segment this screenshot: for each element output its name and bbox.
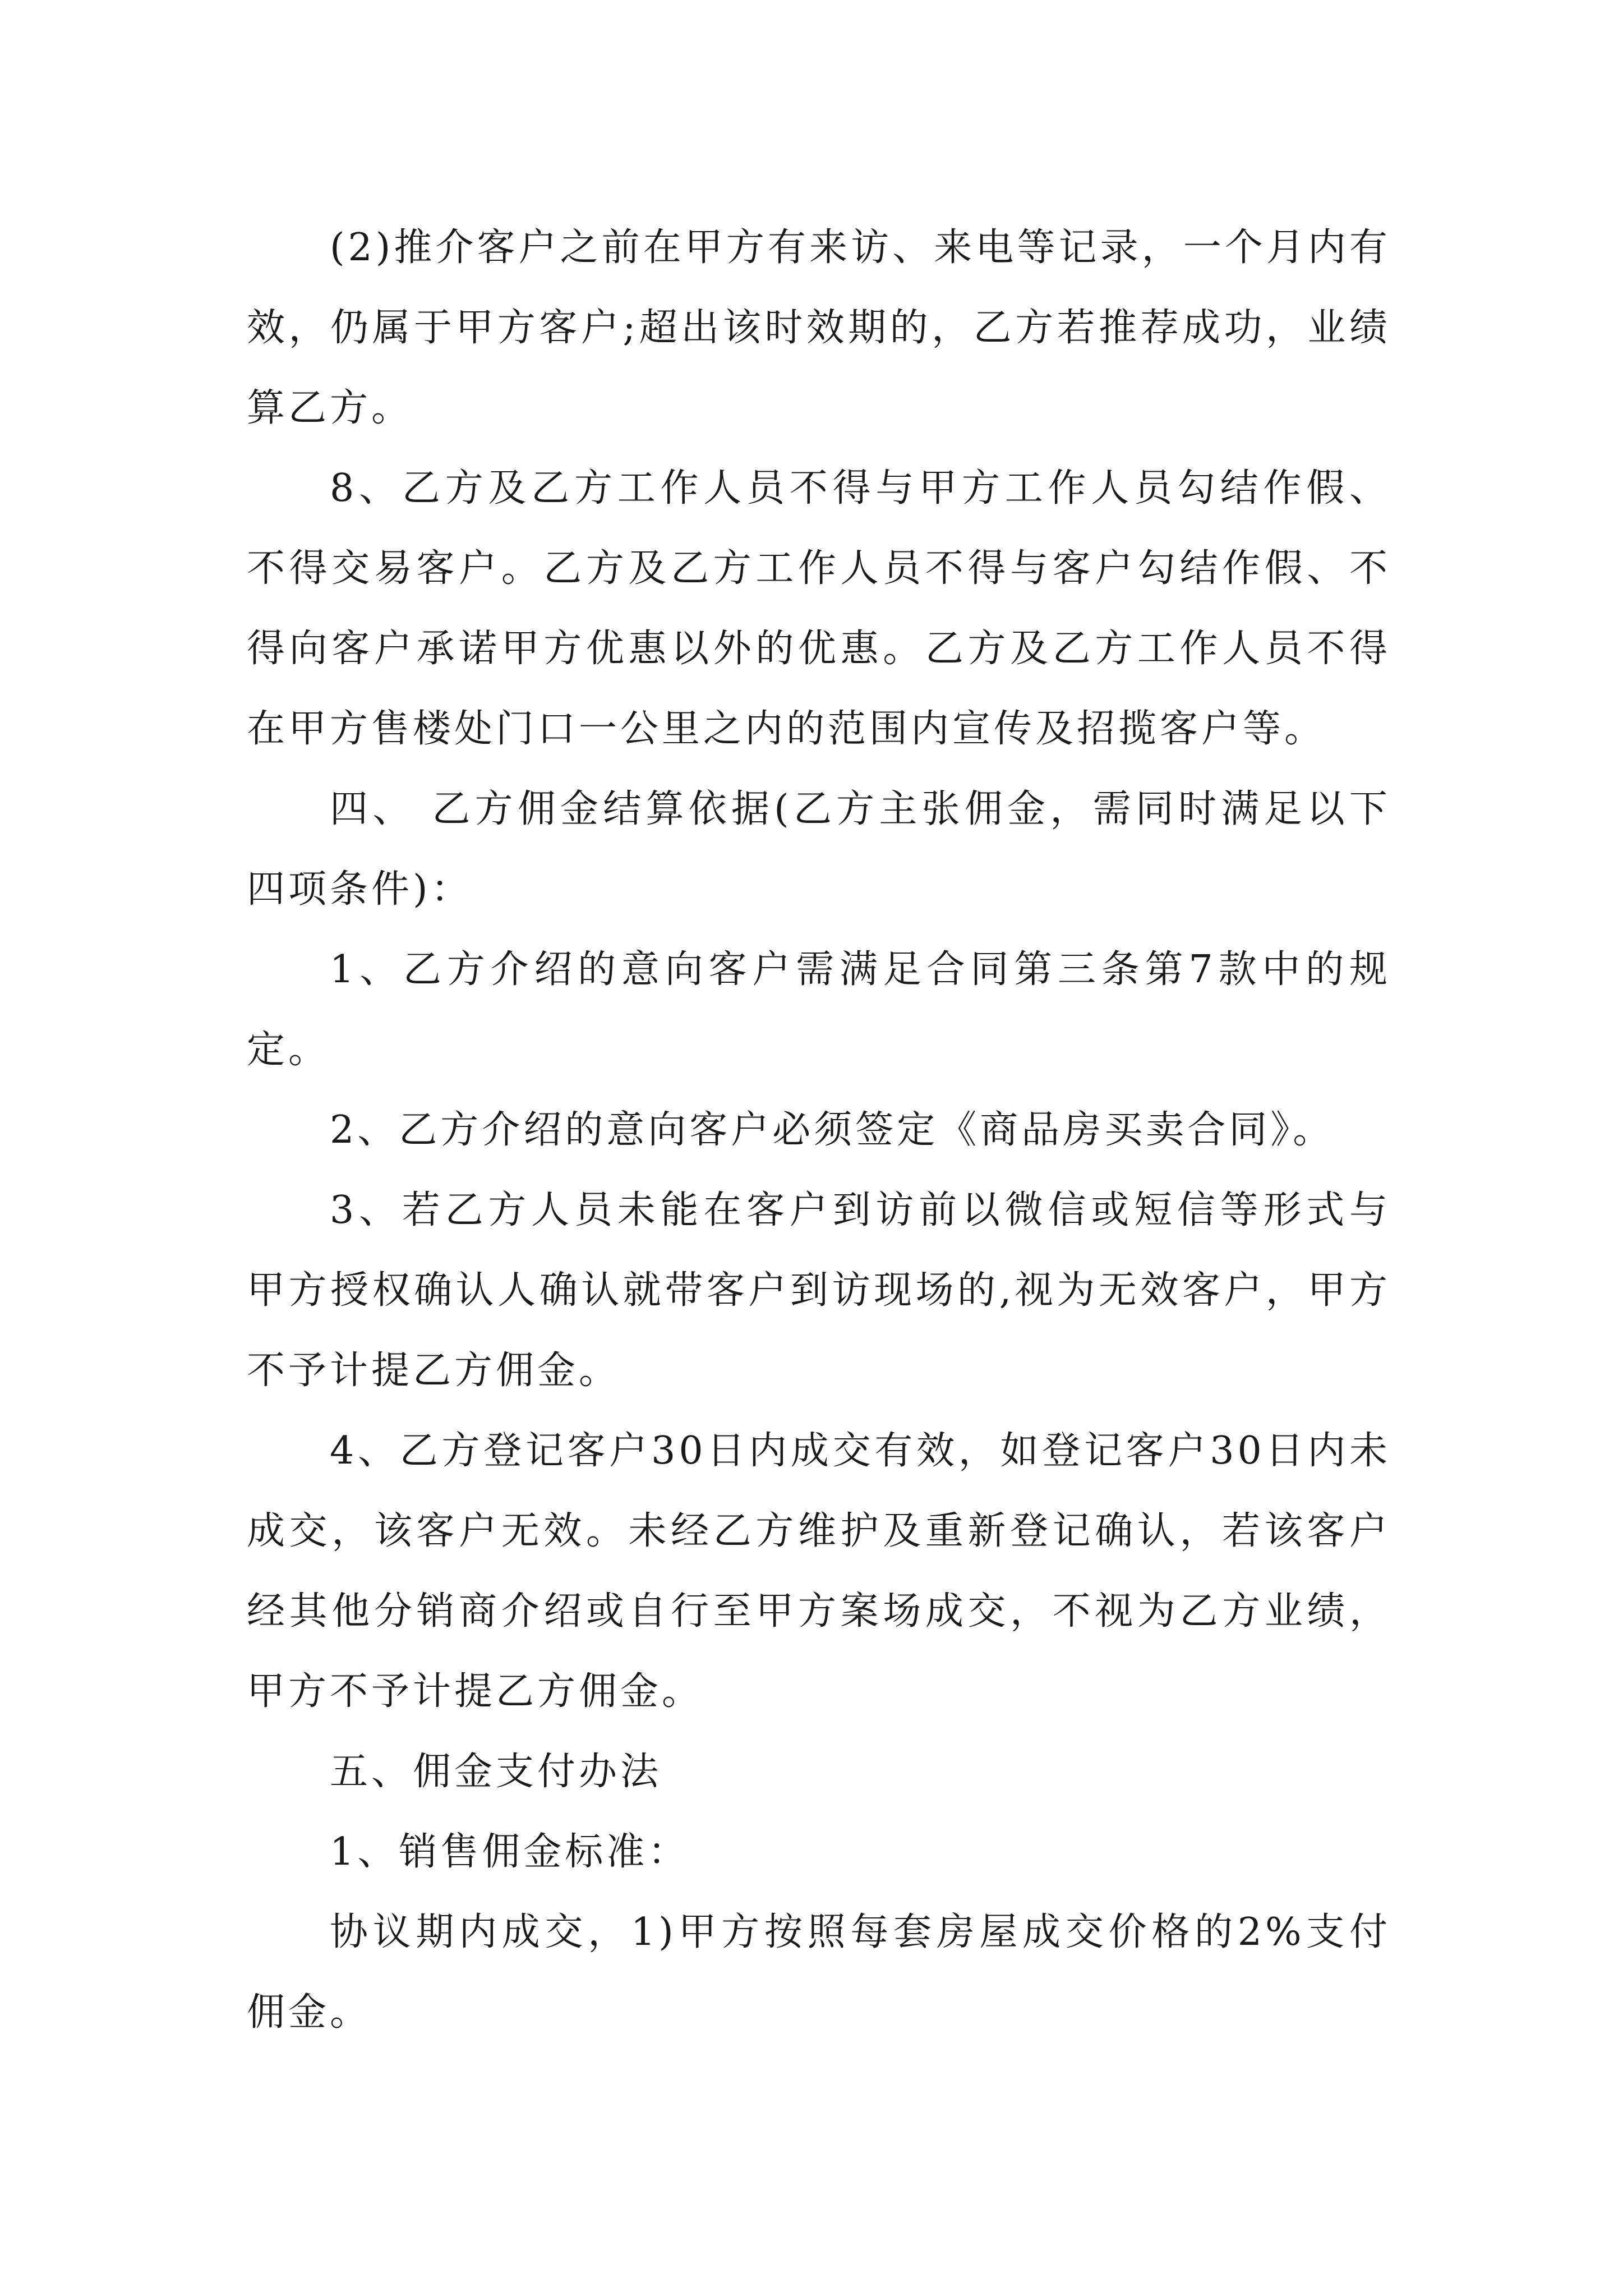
paragraph-commission-standard: 1、销售佣金标准： (330, 1830, 690, 1874)
section-heading-4: 四、 乙方佣金结算依据(乙方主张佣金，需同时满足以下四项条件)： (247, 787, 1391, 912)
paragraph-condition-1: 1、乙方介绍的意向客户需满足合同第三条第7款中的规定。 (247, 947, 1391, 1072)
document-body (247, 208, 1391, 2053)
paragraph-clause-8: 8、乙方及乙方工作人员不得与甲方工作人员勾结作假、不得交易客户。乙方及乙方工作人员不得与客户勾结作假、不得向客户承诺甲方优惠以外的优惠。乙方及乙方工作人员不得在甲方售楼处门口一公里之内的范围内宣传及招揽客户等。 (247, 466, 1391, 751)
section-heading-5: 五、佣金支付办法 (330, 1750, 662, 1794)
paragraph-condition-4: 4、乙方登记客户30日内成交有效，如登记客户30日内未成交，该客户无效。未经乙方维护及重新登记确认，若该客户经其他分销商介绍或自行至甲方案场成交，不视为乙方业绩，甲方不予计提乙方佣金。 (247, 1429, 1391, 1714)
paragraph-commission-rate: 协议期内成交，1)甲方按照每套房屋成交价格的2%支付佣金。 (247, 1910, 1391, 2035)
paragraph-condition-2: 2、乙方介绍的意向客户必须签定《商品房买卖合同》。 (330, 1108, 1335, 1152)
paragraph-condition-3: 3、若乙方人员未能在客户到访前以微信或短信等形式与甲方授权确认人确认就带客户到访现场的,视为无效客户，甲方不予计提乙方佣金。 (247, 1188, 1391, 1393)
paragraph-2-client-record: (2)推介客户之前在甲方有来访、来电等记录，一个月内有效，仍属于甲方客户;超出该时效期的，乙方若推荐成功，业绩算乙方。 (247, 226, 1391, 430)
